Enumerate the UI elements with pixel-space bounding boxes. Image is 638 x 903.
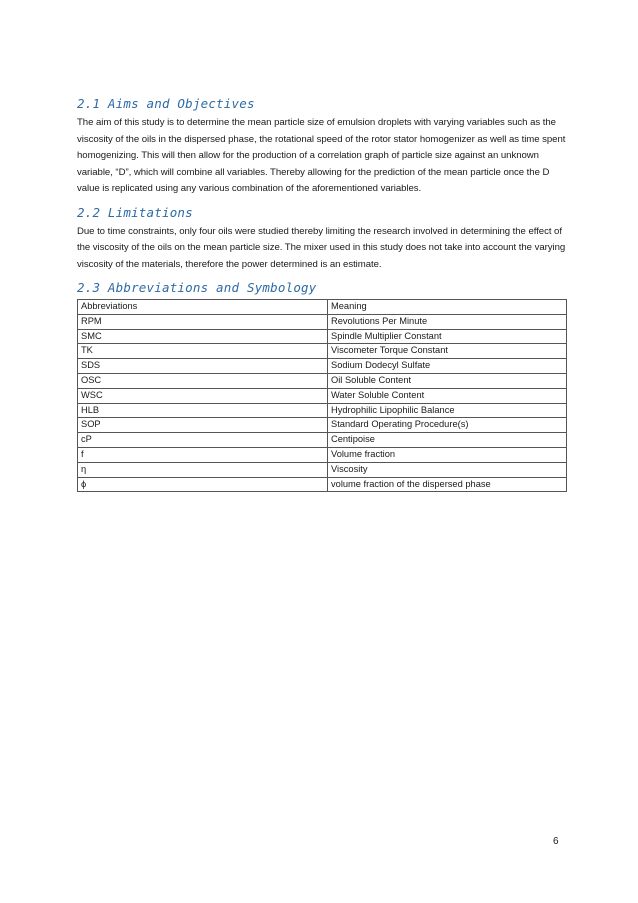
table-row: [78, 477, 567, 492]
table-row: [78, 418, 567, 433]
meaning-cell: Centipoise: [328, 433, 567, 448]
abbreviation-cell: SDS: [78, 359, 328, 374]
section-paragraph: Due to time constraints, only four oils were studied thereby limiting the research involved in determining the effect of the viscosity of the oils on the mean particle size. The mixer used in this study does not take into account the varying viscosity of the materials, therefore the power determined is an estimate.: [77, 225, 566, 270]
abbreviation-cell: f: [78, 447, 328, 462]
table-header-cell: Meaning: [328, 300, 567, 315]
section-heading: 2.1 Aims and Objectives: [77, 96, 255, 111]
table-header-row: [78, 300, 567, 315]
table-row: [78, 462, 567, 477]
table-row: [78, 373, 567, 388]
section-heading: 2.3 Abbreviations and Symbology: [77, 280, 317, 295]
meaning-cell: Standard Operating Procedure(s): [328, 418, 567, 433]
abbreviation-cell: η: [78, 462, 328, 477]
meaning-cell: Spindle Multiplier Constant: [328, 329, 567, 344]
section-limitations: [77, 204, 567, 274]
meaning-cell: Viscometer Torque Constant: [328, 344, 567, 359]
abbreviation-cell: OSC: [78, 373, 328, 388]
abbreviation-cell: cP: [78, 433, 328, 448]
table-header-cell: Abbreviations: [78, 300, 328, 315]
page-content: [77, 95, 567, 492]
abbreviation-cell: SMC: [78, 329, 328, 344]
section-paragraph: The aim of this study is to determine the mean particle size of emulsion droplets with varying variables such as the viscosity of the oils in the dispersed phase, the rotational speed of the rotor stator homogenizer as well as time spent homogenizing. This will then allow for the production of a correlation graph of particle size against an unknown variable, “D”, which will combine all variables. Thereby allowing for the prediction of the mean particle once the D value is replicated using any various combination of the aforementioned variables.: [77, 117, 566, 194]
table-row: [78, 329, 567, 344]
section-abbreviations: [77, 279, 567, 492]
abbreviation-cell: WSC: [78, 388, 328, 403]
table-row: [78, 403, 567, 418]
abbreviation-cell: HLB: [78, 403, 328, 418]
abbreviation-cell: TK: [78, 344, 328, 359]
meaning-cell: Volume fraction: [328, 447, 567, 462]
table-row: [78, 447, 567, 462]
abbreviations-table: [77, 299, 567, 492]
meaning-cell: Oil Soluble Content: [328, 373, 567, 388]
meaning-cell: volume fraction of the dispersed phase: [328, 477, 567, 492]
table-row: [78, 359, 567, 374]
meaning-cell: Water Soluble Content: [328, 388, 567, 403]
table-row: [78, 344, 567, 359]
table-row: [78, 314, 567, 329]
abbreviation-cell: ϕ: [78, 477, 328, 492]
page-number: 6: [553, 836, 559, 847]
meaning-cell: Revolutions Per Minute: [328, 314, 567, 329]
table-row: [78, 388, 567, 403]
abbreviation-cell: SOP: [78, 418, 328, 433]
section-aims-objectives: [77, 95, 567, 198]
meaning-cell: Hydrophilic Lipophilic Balance: [328, 403, 567, 418]
table-row: [78, 433, 567, 448]
meaning-cell: Viscosity: [328, 462, 567, 477]
meaning-cell: Sodium Dodecyl Sulfate: [328, 359, 567, 374]
abbreviation-cell: RPM: [78, 314, 328, 329]
section-heading: 2.2 Limitations: [77, 204, 193, 220]
